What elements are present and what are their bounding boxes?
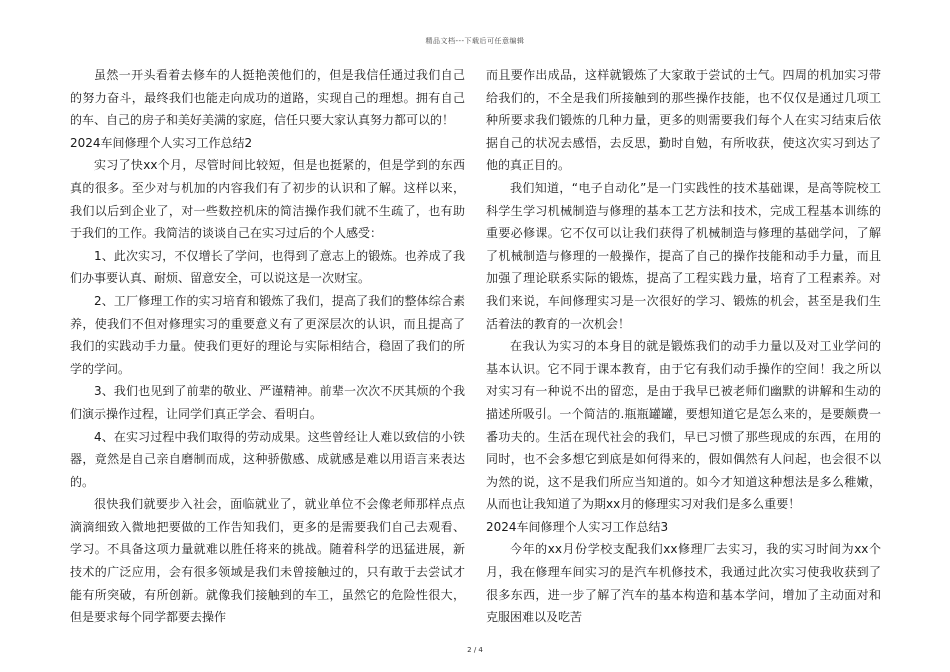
paragraph: 2、工厂修理工作的实习培育和锻炼了我们，提高了我们的整体综合素养，使我们不但对修理实习的重要意义有了更深层次的认识，而且提高了我们的实践动手力量。使我们更好的理论与实际相结合，稳固了我们的所学的学问。	[70, 293, 465, 376]
paragraph: 在我认为实习的本身目的就是锻炼我们的动手力量以及对工业学问的基本认识。它不同于课本教育，由于它有我们动手操作的空间！我之所以对实习有一种说不出的留恋，是由于我早已被老师们幽默的讲解和生动的描述所吸引。一个简洁的.瓶瓶罐罐，要想知道它是怎么来的，是要颇费一番功夫的。生活在现代社会的我们，早已习惯了那些现成的东西，在用的同时，也不会多想它到底是如何得来的，假如偶然有人问起，也会很不以为然的说，这不是我们所应当知道的。如今才知道这种想法是多么稚嫩，从而也让我知道了为期xx月的修理实习对我们是多么重要！	[486, 339, 881, 512]
page-number: 2 / 4	[467, 646, 483, 654]
left-text-column	[70, 64, 465, 629]
right-text-column	[486, 64, 881, 629]
page-header: 精品文档---下载后可任意编辑	[425, 37, 525, 45]
paragraph: 3、我们也见到了前辈的敬业、严谨精神。前辈一次次不厌其烦的个我们演示操作过程，让同学们真正学会、看明白。	[70, 384, 465, 421]
paragraph: 而且要作出成品，这样就锻炼了大家敢于尝试的士气。四周的机加实习带给我们的，不全是我们所接触到的那些操作技能，也不仅仅是通过几项工种所要求我们锻炼的几种力量，更多的则需要我们每个人在实习结束后依据自己的状况去感悟，去反思，勤时自勉，有所收获，使这次实习到达了他的真正目的。	[486, 68, 881, 173]
paragraph: 虽然一开头看着去修车的人挺艳羡他们的，但是我信任通过我们自己的努力奋斗，最终我们也能走向成功的道路，实现自己的理想。拥有自己的车、自己的房子和美好美满的家庭，信任只要大家认真努力都可以的！	[70, 68, 465, 128]
paragraph: 很快我们就要步入社会，面临就业了，就业单位不会像老师那样点点滴滴细致入微地把要做的工作告知我们，更多的是需要我们自己去观看、学习。不具备这项力量就难以胜任将来的挑战。随着科学的迅猛进展，新技术的广泛应用，会有很多领域是我们未曾接触过的，只有敢于去尝试才能有所突破，有所创新。就像我们接触到的车工，虽然它的危险性很大，但是要求每个同学都要去操作	[70, 497, 465, 625]
paragraph: 4、在实习过程中我们取得的劳动成果。这些曾经让人难以致信的小铁器，竟然是自己亲自磨制而成，这种骄傲感、成就感是难以用语言来表达的。	[70, 429, 465, 489]
section-heading: 2024车间修理个人实习工作总结2	[70, 135, 253, 150]
paragraph: 我们知道，“电子自动化”是一门实践性的技术基础课，是高等院校工科学生学习机械制造与修理的基本工艺方法和技术，完成工程基本训练的重要必修课。它不仅可以让我们获得了机械制造与修理的基础学问，了解了机械制造与修理的一般操作，提高了自己的操作技能和动手力量，而且加强了理论联系实际的锻炼，提高了工程实践力量，培育了工程素养。对我们来说，车间修理实习是一次很好的学习、锻炼的机会，甚至是我们生活着法的教育的一次机会！	[486, 180, 881, 331]
paragraph: 今年的xx月份学校支配我们xx修理厂去实习，我的实习时间为xx个月，我在修理车间实习的是汽车机修技术，我通过此次实习使我收获到了很多东西，进一步了解了汽车的基本构造和基本学问，增加了主动面对和克服困难以及吃苦	[486, 542, 881, 625]
paragraph: 实习了快xx个月，尽管时间比较短，但是也挺紧的，但是学到的东西真的很多。至少对与机加的内容我们有了初步的认识和了解。这样以来，我们以后到企业了，对一些数控机床的简洁操作我们就不生疏了，也有助于我们的工作。我简洁的谈谈自己在实习过后的个人感受：	[70, 158, 465, 241]
paragraph: 1、此次实习，不仅增长了学问，也得到了意志上的锻炼。也养成了我们办事要认真、耐烦、留意安全，可以说这是一次财宝。	[70, 248, 465, 286]
section-heading: 2024车间修理个人实习工作总结3	[486, 519, 669, 534]
